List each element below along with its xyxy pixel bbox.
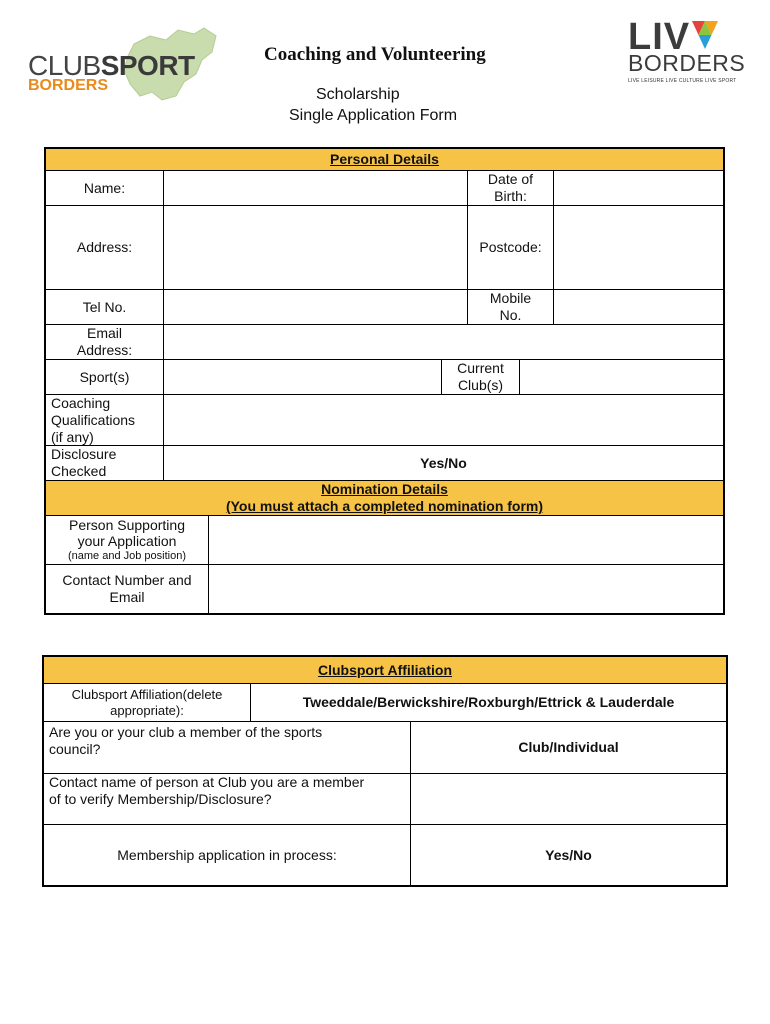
clubsport-borders-logo <box>26 26 222 106</box>
logo-live-text: LIV <box>628 16 691 58</box>
affiliation-value[interactable]: Tweeddale/Berwickshire/Roxburgh/Ettrick & Lauderdale <box>251 684 726 722</box>
disclosure-label: Disclosure Checked <box>46 446 164 481</box>
affiliation-label: Clubsport Affiliation(delete appropriate): <box>44 684 251 722</box>
sports-field[interactable] <box>164 360 442 395</box>
page-subtitle-line2: Single Application Form <box>289 107 458 124</box>
sports-label: Sport(s) <box>46 360 164 395</box>
contact-label: Contact Number and Email <box>46 565 209 613</box>
address-field[interactable] <box>164 206 468 290</box>
tel-field[interactable] <box>164 290 468 325</box>
in-process-value[interactable]: Yes/No <box>545 846 592 863</box>
logo-borders-text: BORDERS <box>28 77 109 94</box>
dob-field[interactable] <box>554 171 723 206</box>
member-value[interactable]: Club/Individual <box>411 722 726 774</box>
dob-label: Date of Birth: <box>468 171 554 206</box>
live-borders-logo <box>626 16 746 88</box>
disclosure-value[interactable]: Yes/No <box>164 446 723 481</box>
postcode-field[interactable] <box>554 206 723 290</box>
verify-contact-question: Contact name of person at Club you are a member of to verify Membership/Disclosure? <box>44 774 411 825</box>
postcode-label: Postcode: <box>468 206 554 290</box>
personal-details-form <box>44 147 725 615</box>
verify-contact-field[interactable] <box>411 774 726 825</box>
clubsport-affiliation-form <box>42 655 728 887</box>
qualifications-label: Coaching Qualifications (if any) <box>46 395 164 446</box>
mobile-field[interactable] <box>554 290 723 325</box>
current-club-field[interactable] <box>520 360 723 395</box>
nomination-details-heading: Nomination Details (You must attach a completed nomination form) <box>46 481 723 516</box>
logo-tagline: LIVE LEISURE LIVE CULTURE LIVE SPORT <box>628 78 737 84</box>
logo-triangle-icon <box>692 21 718 49</box>
tel-label: Tel No. <box>46 290 164 325</box>
member-question: Are you or your club a member of the sports council? <box>44 722 411 774</box>
qualifications-field[interactable] <box>164 395 723 446</box>
affiliation-heading: Clubsport Affiliation <box>44 657 726 684</box>
email-label: Email Address: <box>46 325 164 360</box>
logo-borders-text: BORDERS <box>628 50 746 76</box>
contact-field[interactable] <box>209 565 723 613</box>
supporter-field[interactable] <box>209 516 723 565</box>
name-field[interactable] <box>164 171 468 206</box>
supporter-label: Person Supporting your Application (name and Job position) <box>46 516 209 565</box>
address-label: Address: <box>46 206 164 290</box>
email-field[interactable] <box>164 325 723 360</box>
in-process-label: Membership application in process: <box>44 825 411 885</box>
page-title: Coaching and Volunteering <box>264 44 486 65</box>
mobile-label: Mobile No. <box>468 290 554 325</box>
current-club-label: Current Club(s) <box>442 360 520 395</box>
logo-clubsport-text: CLUBSPORT <box>28 50 195 81</box>
name-label: Name: <box>46 171 164 206</box>
personal-details-heading: Personal Details <box>46 149 723 171</box>
page-subtitle-line1: Scholarship <box>316 86 400 103</box>
